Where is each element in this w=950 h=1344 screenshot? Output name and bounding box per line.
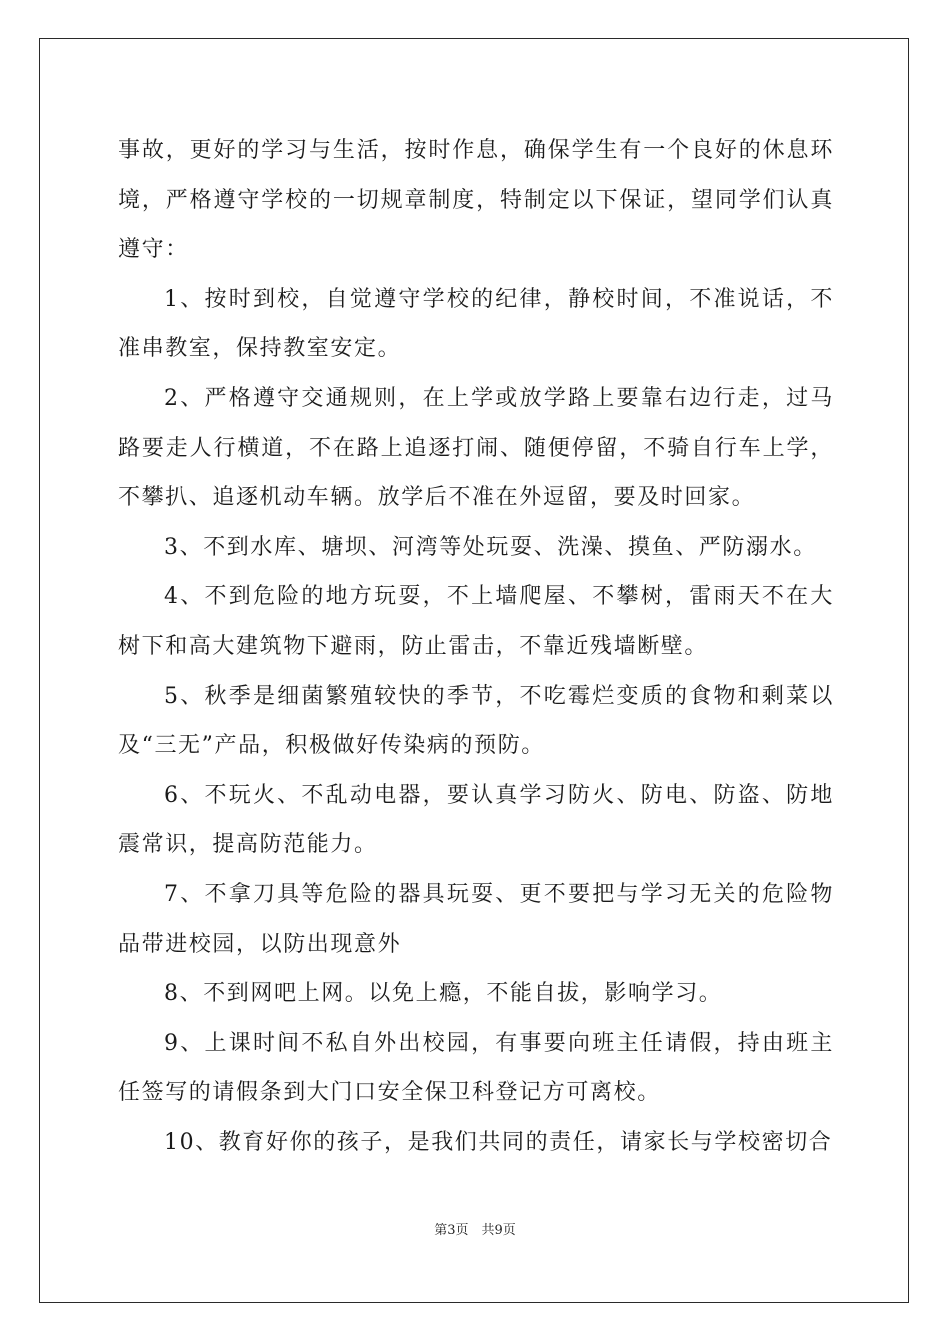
page-number: 第3页 共9页 [434,1223,516,1238]
paragraph-item-9: 9、上课时间不私自外出校园，有事要向班主任请假，持由班主任签写的请假条到大门口安全保卫科登记方可离校。 [118,1030,834,1106]
paragraph-item-10: 10、教育好你的孩子，是我们共同的责任，请家长与学校密切合 [164,1129,833,1155]
document-body [118,126,834,1167]
paragraph-item-1: 1、按时到校，自觉遵守学校的纪律，静校时间，不准说话，不准串教室，保持教室安定。 [118,286,834,362]
paragraph-item-8: 8、不到网吧上网。以免上瘾，不能自拔，影响学习。 [164,981,723,1007]
paragraph-item-5: 5、秋季是细菌繁殖较快的季节，不吃霉烂变质的食物和剩菜以及“三无”产品，积极做好传染病的预防。 [118,683,834,759]
paragraph-item-4: 4、不到危险的地方玩耍，不上墙爬屋、不攀树，雷雨天不在大树下和高大建筑物下避雨，防止雷击，不靠近残墙断壁。 [118,584,834,659]
page-footer [0,1219,950,1238]
paragraph-item-6: 6、不玩火、不乱动电器，要认真学习防火、防电、防盗、防地震常识，提高防范能力。 [118,782,834,858]
paragraph-item-7: 7、不拿刀具等危险的器具玩耍、更不要把与学习无关的危险物品带进校园，以防出现意外 [118,881,834,957]
paragraph-item-2: 2、严格遵守交通规则，在上学或放学路上要靠右边行走，过马路要走人行横道，不在路上追逐打闹、随便停留，不骑自行车上学，不攀扒、追逐机动车辆。放学后不准在外逗留，要及时回家。 [118,385,834,511]
paragraph-item-3: 3、不到水库、塘坝、河湾等处玩耍、洗澡、摸鱼、严防溺水。 [164,534,817,560]
paragraph-continuation: 事故，更好的学习与生活，按时作息，确保学生有一个良好的休息环境，严格遵守学校的一切规章制度，特制定以下保证，望同学们认真遵守： [118,138,834,263]
